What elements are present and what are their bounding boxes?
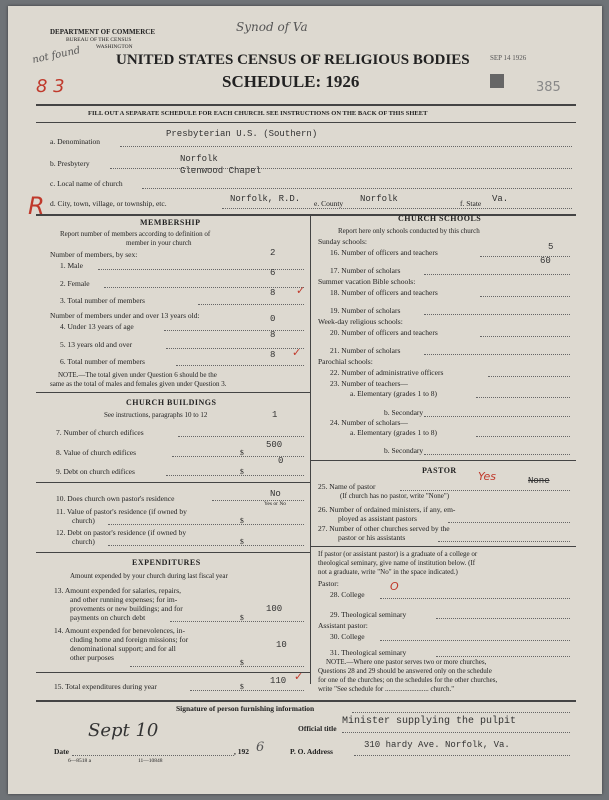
schools-sub: Report here only schools conducted by this church xyxy=(338,227,480,235)
parochial-label: Parochial schools: xyxy=(318,357,373,366)
q14-value: 10 xyxy=(276,640,287,650)
state-value: Va. xyxy=(492,194,509,204)
official-title-label: Official title xyxy=(298,724,337,733)
red-check-icon: ✓ xyxy=(292,346,302,359)
membership-heading: MEMBERSHIP xyxy=(140,218,201,227)
stamp-number: 385 xyxy=(536,80,561,95)
q28-value: O xyxy=(390,580,399,593)
pastor-heading: PASTOR xyxy=(422,466,457,475)
date-value: Sept 10 xyxy=(88,720,159,741)
state-label: f. State xyxy=(460,199,482,208)
q25-hint: (If church has no pastor, write "None") xyxy=(340,492,450,500)
red-check-icon: ✓ xyxy=(296,284,306,297)
q19-label: 19. Number of scholars xyxy=(330,306,401,315)
assistant-label: Assistant pastor: xyxy=(318,621,368,630)
po-address-value: 310 hardy Ave. Norfolk, Va. xyxy=(364,740,510,750)
q26-label: 26. Number of ordained ministers, if any, em- xyxy=(318,505,456,514)
q25-red-value: Yes xyxy=(478,470,497,483)
grad-instr1: If pastor (or assistant pastor) is a graduate of a college or xyxy=(318,550,478,558)
pastor-note3: for one of the churches; on the schedules for the other churches, xyxy=(318,676,498,684)
q6-label: 6. Total number of members xyxy=(60,357,145,366)
q9-value: 0 xyxy=(278,456,284,466)
q27-label: 27. Number of other churches served by the xyxy=(318,524,450,533)
form-title: UNITED STATES CENSUS OF RELIGIOUS BODIES xyxy=(116,52,470,68)
bureau-name: BUREAU OF THE CENSUS xyxy=(66,37,132,43)
received-stamp-date: SEP 14 1926 xyxy=(490,54,527,62)
form-schedule: SCHEDULE: 1926 xyxy=(222,72,360,91)
print-code: 11—10848 xyxy=(138,758,163,764)
membership-sub2: member in your church xyxy=(126,239,192,247)
q7-value: 1 xyxy=(272,410,278,420)
city-value: Norfolk, R.D. xyxy=(230,194,301,204)
q11-label-cont: church) xyxy=(72,516,95,525)
q12-label-cont: church) xyxy=(72,537,95,546)
q24-label: 24. Number of scholars— xyxy=(330,418,408,427)
q10-value: No xyxy=(270,489,281,499)
q28-label: 28. College xyxy=(330,590,365,599)
pastor-sublabel: Pastor: xyxy=(318,579,339,588)
q5-label: 5. 13 years old and over xyxy=(60,340,133,349)
q4-value: 0 xyxy=(270,314,276,324)
membership-note2: same as the total of males and females given under Question 3. xyxy=(50,380,227,388)
q3-value: 8 xyxy=(270,288,276,298)
q21-label: 21. Number of scholars xyxy=(330,346,401,355)
q31-label: 31. Theological seminary xyxy=(330,648,407,657)
q15-label: 15. Total expenditures during year xyxy=(54,682,157,691)
pastor-note4: write "See schedule for ......................... church." xyxy=(318,685,455,693)
q16-value: 5 xyxy=(548,242,554,252)
dept-name: DEPARTMENT OF COMMERCE xyxy=(50,28,156,36)
q1-value: 2 xyxy=(270,248,276,258)
stamp-icon xyxy=(490,74,504,88)
date-label: Date xyxy=(54,747,69,756)
year-digit: 6 xyxy=(256,740,265,755)
expenditures-heading: EXPENDITURES xyxy=(132,558,201,567)
q4-label: 4. Under 13 years of age xyxy=(60,322,134,331)
sunday-label: Sunday schools: xyxy=(318,237,367,246)
schools-heading: CHURCH SCHOOLS xyxy=(398,214,482,223)
red-mark-r: R xyxy=(28,192,45,220)
q23b-label: b. Secondary xyxy=(384,408,424,417)
q7-label: 7. Number of church edifices xyxy=(56,428,144,437)
q6-value: 8 xyxy=(270,350,276,360)
handwritten-note: not found xyxy=(31,45,82,66)
q16-label: 16. Number of officers and teachers xyxy=(330,248,438,257)
county-value: Norfolk xyxy=(360,194,398,204)
q9-label: 9. Debt on church edifices xyxy=(56,467,135,476)
presbytery-label: b. Presbytery xyxy=(50,159,90,168)
q8-value: 500 xyxy=(266,440,283,450)
q20-label: 20. Number of officers and teachers xyxy=(330,328,438,337)
q8-label: 8. Value of church edifices xyxy=(56,448,137,457)
form-code: 6—8518 a xyxy=(68,758,92,764)
city-label: d. City, town, village, or township, etc. xyxy=(50,199,167,208)
county-label: e. County xyxy=(314,199,344,208)
signature-label: Signature of person furnishing information xyxy=(176,704,315,713)
year-label: , 192 xyxy=(234,747,249,756)
q11-label: 11. Value of pastor's residence (if owned by xyxy=(56,507,187,516)
q29-label: 29. Theological seminary xyxy=(330,610,407,619)
official-title-value: Minister supplying the pulpit xyxy=(342,716,517,727)
q30-label: 30. College xyxy=(330,632,365,641)
pastor-note2: Questions 28 and 29 should be answered only on the schedule xyxy=(318,667,492,675)
grad-instr3: not a graduate, write "No" in the space indicated.) xyxy=(318,568,458,576)
q24a-label: a. Elementary (grades 1 to 8) xyxy=(350,428,438,437)
q24b-label: b. Secondary xyxy=(384,446,424,455)
q13-value: 100 xyxy=(266,604,283,614)
q13-label: 13. Amount expended for salaries, repairs, xyxy=(54,586,182,595)
census-schedule-sheet: DEPARTMENT OF COMMERCE BUREAU OF THE CENSUS WASHINGTON Synod of Va not found 8 3 UNITED STATES CENSUS OF RELIGIOUS BODIES SCHEDULE: 1926 SEP 14 1926 385 FILL OUT A SEPARATE SCHEDULE FOR EACH CHURCH. SEE INSTRUCTIONS ON THE BACK OF THIS SHEET a. Denomination Presbyterian U.S. (Southern) b. Presbytery Norfolk Glenwood Chapel c. Local name of church R d. City, town, village, or township, etc. Norfolk, R.D. e. County Norfolk f. State Va. MEMBERSHIP Report number of members according to definition of member in your church Number of members, by sex: 1. Male 2 2. Female 6 3. Total number of members 8 ✓ Number of members under and over 13 years old: 4. Under 13 years of age 0 5. 13 years old and over 8 6. Total number of members 8 ✓ NOTE.—The total given under Question 6 should be the same as the total of males and females given under Question 3. CHURCH BUILDINGS See instructions, paragraphs 10 to 12 1 7. Number of church edifices 8. Value of church edifices $ 500 0 9. Debt on church edifices $ 10. Does church own pastor's residence No Yes or No 11. Value of pastor's residence (if owned by church) $ 12. Debt on pastor's residence (if owned by church) $ EXPENDITURES Amount expended by your church during last fiscal year 13. Amount expended for salaries, repairs, and other running expenses; for im- provements or new buildings; and for payments on church debt $ 100 14. Amount expended for benevolences, in- cluding home and foreign missions; for denominational support; and for all 10 other purposes $ 15. Total expenditures during year $ 110 ✓ CHURCH SCHOOLS Report here only schools conducted by this church Sunday schools: 16. Number of officers and teachers 5 17. Number of scholars 60 Summer vacation Bible schools: 18. Number of officers and teachers 19. Number of scholars Week-day religious schools: 20. Number of officers and teachers 21. Number of scholars Parochial schools: 22. Number of administrative officers 23. Number of teachers— a. Elementary (grades 1 to 8) b. Secondary 24. Number of scholars— a. Elementary (grades 1 to 8) b. Secondary PASTOR 25. Name of pastor Yes None (If church has no pastor, write "None") 26. Number of ordained ministers, if any, em- ployed as assistant pastors 27. Number of other churches served by the pastor or his assistants If pastor (or assistant pastor) is a graduate of a college or theological seminary, give name of institution below. (If not a graduate, write "No" in the space indicated.) Pastor: 28. College O 29. Theological seminary Assistant pastor: 30. College 31. Theological seminary NOTE.—Where one pastor serves two or more churches, Questions 28 and 29 should be answered only on the schedule for one of the churches; on the schedules for the other churches, write "See schedule for ......................... church." Signature of person furnishing information Official title Minister supplying the pulpit Sept 10 Date , 192 6 P. O. Address 310 hardy Ave. Norfolk, Va. 6—8518 a 11—10848 xyxy=(8,6,602,794)
church-name-value: Glenwood Chapel xyxy=(180,166,262,176)
q17-value: 60 xyxy=(540,256,551,266)
q2-value: 6 xyxy=(270,268,276,278)
q22-label: 22. Number of administrative officers xyxy=(330,368,444,377)
po-address-label: P. O. Address xyxy=(290,747,333,756)
q25-label: 25. Name of pastor xyxy=(318,482,376,491)
grad-instr2: theological seminary, give name of institution below. (If xyxy=(318,559,476,567)
red-number: 8 3 xyxy=(36,76,65,97)
presbytery-value: Norfolk xyxy=(180,154,218,164)
membership-note1: NOTE.—The total given under Question 6 should be the xyxy=(58,371,217,379)
buildings-heading: CHURCH BUILDINGS xyxy=(126,398,217,407)
denomination-label: a. Denomination xyxy=(50,137,100,146)
q10-label: 10. Does church own pastor's residence xyxy=(56,494,175,503)
q14-label: 14. Amount expended for benevolences, in- xyxy=(54,626,186,635)
q1-label: 1. Male xyxy=(60,261,83,270)
q15-value: 110 xyxy=(270,676,287,686)
q18-label: 18. Number of officers and teachers xyxy=(330,288,438,297)
q3-label: 3. Total number of members xyxy=(60,296,145,305)
pastor-note1: NOTE.—Where one pastor serves two or more churches, xyxy=(326,658,487,666)
expenditures-sub: Amount expended by your church during last fiscal year xyxy=(70,572,228,580)
q2-label: 2. Female xyxy=(60,279,90,288)
q5-value: 8 xyxy=(270,330,276,340)
red-check-icon: ✓ xyxy=(294,670,304,683)
q25-value: None xyxy=(528,476,550,486)
q23a-label: a. Elementary (grades 1 to 8) xyxy=(350,389,438,398)
buildings-sub: See instructions, paragraphs 10 to 12 xyxy=(104,411,208,419)
summer-label: Summer vacation Bible schools: xyxy=(318,277,416,286)
members-by-sex-label: Number of members, by sex: xyxy=(50,250,138,259)
q23-label: 23. Number of teachers— xyxy=(330,379,408,388)
q12-label: 12. Debt on pastor's residence (if owned by xyxy=(56,528,187,537)
bureau-city: WASHINGTON xyxy=(96,44,133,50)
form-instruction: FILL OUT A SEPARATE SCHEDULE FOR EACH CHURCH. SEE INSTRUCTIONS ON THE BACK OF THIS SHEET xyxy=(88,110,428,117)
weekday-label: Week-day religious schools: xyxy=(318,317,403,326)
handwritten-synod: Synod of Va xyxy=(236,20,308,34)
church-name-label: c. Local name of church xyxy=(50,179,123,188)
age-label: Number of members under and over 13 years old: xyxy=(50,311,200,320)
membership-sub1: Report number of members according to definition of xyxy=(60,230,211,238)
denomination-value: Presbyterian U.S. (Southern) xyxy=(166,129,318,139)
q17-label: 17. Number of scholars xyxy=(330,266,401,275)
yes-no-hint: Yes or No xyxy=(264,501,287,507)
